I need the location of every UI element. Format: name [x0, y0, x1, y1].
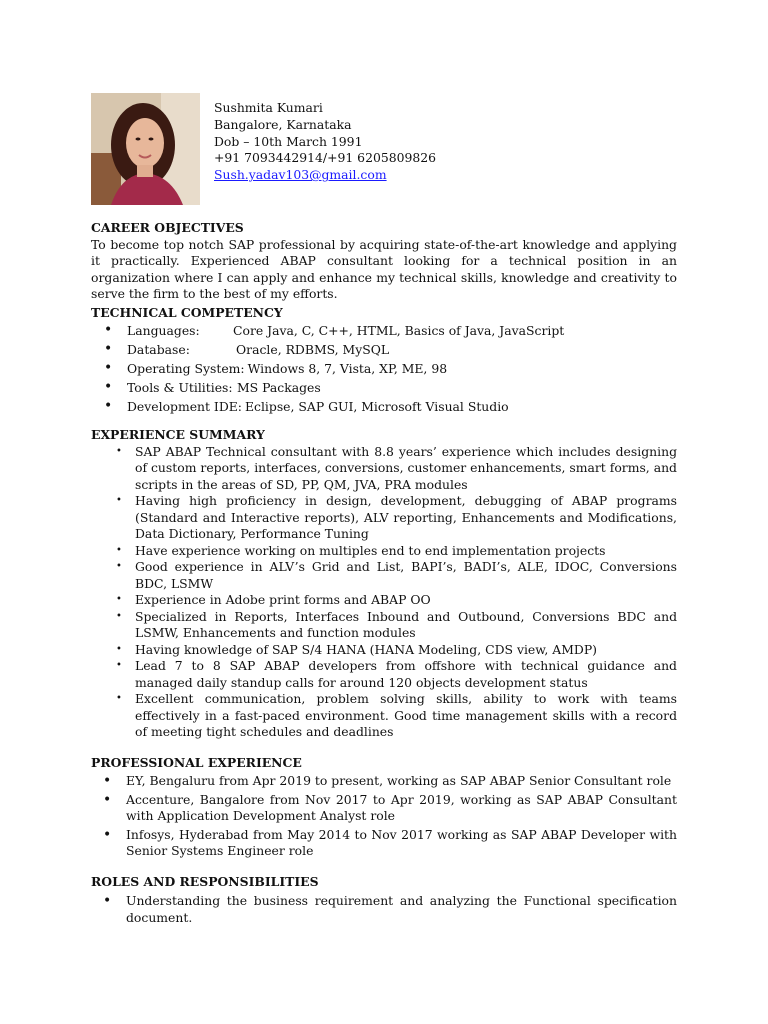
- list-item: • Having knowledge of SAP S/4 HANA (HANA Modeling, CDS view, AMDP): [91, 642, 677, 659]
- list-item: [91, 359, 677, 378]
- candidate-dob: Dob – 10th March 1991: [214, 133, 363, 149]
- competency-value: Core Java, C, C++, HTML, Basics of Java, JavaScript: [233, 323, 565, 338]
- list-item: • SAP ABAP Technical consultant with 8.8 years’ experience which includes designing of custom reports, interfaces, conversions, customer enhancements, smart forms, and scripts in the areas of SD, PP, QM, JVA, PRA modules: [91, 444, 677, 494]
- professional-experience-heading: PROFESSIONAL EXPERIENCE: [91, 754, 302, 770]
- technical-competency-list: [91, 321, 677, 416]
- list-item: • Having high proficiency in design, development, debugging of ABAP programs (Standard and Interactive reports), ALV reporting, Enhancements and Modifications, Data Dictionary, Performance Tuning: [91, 493, 677, 543]
- experience-summary-list: [91, 444, 677, 741]
- contact-block: [214, 100, 436, 184]
- list-item: [91, 378, 677, 397]
- list-item: [91, 340, 677, 359]
- list-item: • Specialized in Reports, Interfaces Inbound and Outbound, Conversions BDC and LSMW, Enhancements and function modules: [91, 609, 677, 642]
- competency-label: Languages:: [127, 323, 200, 338]
- candidate-phone: +91 7093442914/+91 6205809826: [214, 150, 437, 166]
- list-item: • Have experience working on multiples end to end implementation projects: [91, 543, 677, 560]
- list-item: • Experience in Adobe print forms and ABAP OO: [91, 592, 677, 609]
- competency-label: Development IDE:: [127, 399, 242, 414]
- competency-label: Operating System:: [127, 361, 245, 376]
- career-objectives-text: To become top notch SAP professional by acquiring state-of-the-art knowledge and applying it practically. Experienced ABAP consultant looking for a technical position in an organization where I can apply and enhance my technical skills, knowledge and creativity to serve the firm to the best of my efforts.: [91, 236, 677, 301]
- list-item: • Excellent communication, problem solving skills, ability to work with teams effectively in a fast-paced environment. Good time management skills with a record of meeting tight schedules and deadlines: [91, 691, 677, 741]
- career-objectives-heading: CAREER OBJECTIVES: [91, 220, 244, 235]
- candidate-name: Sushmita Kumari: [214, 100, 323, 115]
- competency-value: Windows 8, 7, Vista, XP, ME, 98: [247, 361, 448, 376]
- competency-label: Tools & Utilities:: [127, 380, 233, 395]
- professional-experience-list: [91, 773, 677, 860]
- competency-value: Eclipse, SAP GUI, Microsoft Visual Studio: [244, 399, 509, 414]
- competency-value: Oracle, RDBMS, MySQL: [236, 342, 390, 357]
- list-item: • EY, Bengaluru from Apr 2019 to present, working as SAP ABAP Senior Consultant role: [91, 773, 677, 790]
- list-item: • Infosys, Hyderabad from May 2014 to Nov 2017 working as SAP ABAP Developer with Senior Systems Engineer role: [91, 827, 677, 860]
- list-item: [91, 321, 677, 340]
- profile-photo-image: [91, 93, 200, 205]
- candidate-location: Bangalore, Karnataka: [214, 116, 352, 132]
- list-item: • Good experience in ALV’s Grid and List, BAPI’s, BADI’s, ALE, IDOC, Conversions BDC, LSMW: [91, 559, 677, 592]
- list-item: • Understanding the business requirement and analyzing the Functional specification document.: [91, 893, 677, 926]
- email-link[interactable]: Sush.yadav103@gmail.com: [214, 167, 387, 183]
- competency-label: Database:: [127, 342, 190, 357]
- roles-heading: ROLES AND RESPONSIBILITIES: [91, 873, 319, 889]
- resume-body: [91, 220, 677, 926]
- profile-photo: [91, 93, 200, 205]
- technical-competency-heading: TECHNICAL COMPETENCY: [91, 304, 283, 320]
- competency-value: MS Packages: [237, 380, 321, 395]
- roles-list: [91, 893, 677, 926]
- list-item: • Lead 7 to 8 SAP ABAP developers from offshore with technical guidance and managed daily standup calls for around 120 objects development status: [91, 658, 677, 691]
- list-item: • Accenture, Bangalore from Nov 2017 to Apr 2019, working as SAP ABAP Consultant with Application Development Analyst role: [91, 792, 677, 825]
- experience-summary-heading: EXPERIENCE SUMMARY: [91, 427, 265, 442]
- list-item: [91, 397, 677, 416]
